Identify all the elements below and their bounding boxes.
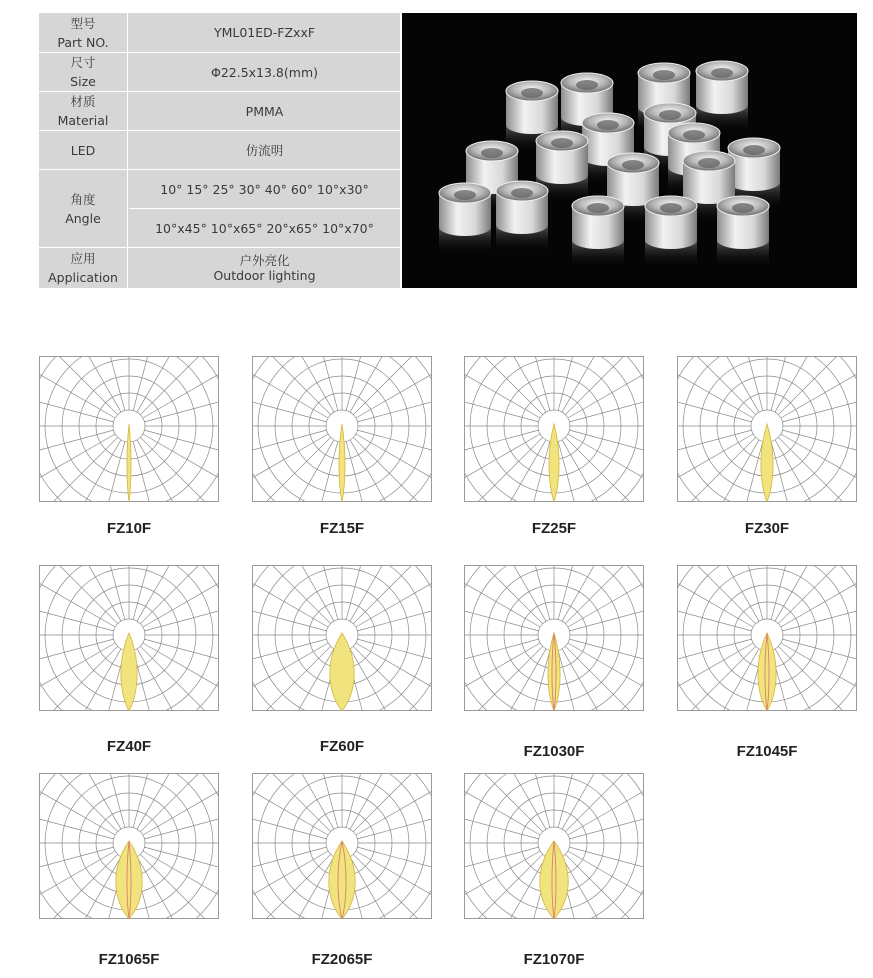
spec-value	[129, 131, 400, 169]
label-en: Size	[70, 74, 96, 89]
value-text: 10° 15° 25° 30° 40° 60° 10°x30°	[160, 181, 369, 197]
curve-label: FZ1030F	[523, 743, 585, 760]
beam-shape	[116, 841, 142, 919]
label-en: Material	[57, 113, 109, 128]
spec-label	[39, 131, 128, 169]
spec-row-part-no	[39, 13, 400, 53]
polar-chart	[464, 356, 644, 502]
beam-shape	[330, 633, 354, 711]
spec-value	[129, 248, 400, 288]
spec-value	[129, 53, 400, 91]
label-cn: 尺寸	[70, 55, 96, 70]
spec-label	[39, 248, 128, 288]
lens-cup	[696, 61, 748, 133]
curve-label: FZ15F	[319, 520, 365, 537]
lens-cup	[645, 196, 697, 268]
product-photo	[402, 13, 857, 288]
spec-value	[129, 92, 400, 130]
polar-chart	[252, 565, 432, 711]
beam-shape	[540, 841, 568, 919]
label-en: Application	[48, 270, 118, 285]
label-cn: 材质	[70, 94, 96, 109]
spec-value	[129, 13, 400, 52]
spec-label	[39, 170, 128, 247]
beam-shape	[548, 633, 560, 711]
curve-label: FZ10F	[106, 520, 152, 537]
label-cn: 角度	[70, 191, 96, 207]
beam-shape	[127, 424, 131, 502]
polar-chart	[677, 356, 857, 502]
spec-row-size	[39, 53, 400, 92]
spec-value-angle-1	[129, 170, 400, 208]
value-text: Φ22.5x13.8(mm)	[210, 64, 318, 80]
polar-chart	[39, 356, 219, 502]
spec-label	[39, 53, 128, 91]
curve-label: FZ2065F	[311, 951, 373, 968]
beam-shape	[549, 424, 559, 502]
value-text: Outdoor lighting	[213, 268, 316, 283]
beam-shape	[758, 633, 776, 711]
lens-cup	[439, 183, 491, 255]
value-text: YML01ED-FZxxF	[213, 25, 316, 40]
label-cn: 型号	[70, 15, 96, 31]
value-text: 10°x45° 10°x65° 20°x65° 10°x70°	[155, 220, 374, 236]
spec-label	[39, 13, 128, 52]
lens-photo-image	[402, 13, 857, 288]
curve-label: FZ30F	[744, 520, 790, 537]
polar-chart	[677, 565, 857, 711]
lens-cup	[717, 196, 769, 268]
label-en: Part NO.	[57, 34, 109, 50]
beam-shape	[329, 841, 355, 919]
spec-row-application	[39, 248, 400, 288]
spec-row-material	[39, 92, 400, 131]
polar-chart	[464, 773, 644, 919]
polar-chart	[39, 565, 219, 711]
lens-cup	[496, 181, 548, 253]
value-text: 户外亮化	[239, 253, 290, 268]
label-cn: 应用	[70, 251, 96, 266]
spec-row-led	[39, 131, 400, 170]
beam-shape	[121, 633, 137, 711]
lens-cup	[572, 196, 624, 268]
polar-chart	[252, 773, 432, 919]
beam-shape	[339, 424, 345, 502]
polar-chart	[252, 356, 432, 502]
spec-label	[39, 92, 128, 130]
curve-label: FZ1065F	[98, 951, 160, 968]
value-text: 仿流明	[245, 142, 284, 158]
beam-shape	[761, 424, 773, 502]
curve-label: FZ60F	[319, 738, 365, 755]
label-en: Angle	[65, 210, 101, 226]
value-text: PMMA	[245, 103, 284, 119]
curve-label: FZ25F	[531, 520, 577, 537]
curve-label: FZ40F	[106, 738, 152, 755]
label-en: LED	[70, 142, 96, 158]
spec-value-angle-2	[129, 209, 400, 247]
spec-table	[39, 13, 400, 288]
curve-label: FZ1045F	[736, 743, 798, 760]
polar-chart	[39, 773, 219, 919]
spec-row-angle	[39, 170, 400, 248]
curve-label: FZ1070F	[523, 951, 585, 968]
polar-chart	[464, 565, 644, 711]
